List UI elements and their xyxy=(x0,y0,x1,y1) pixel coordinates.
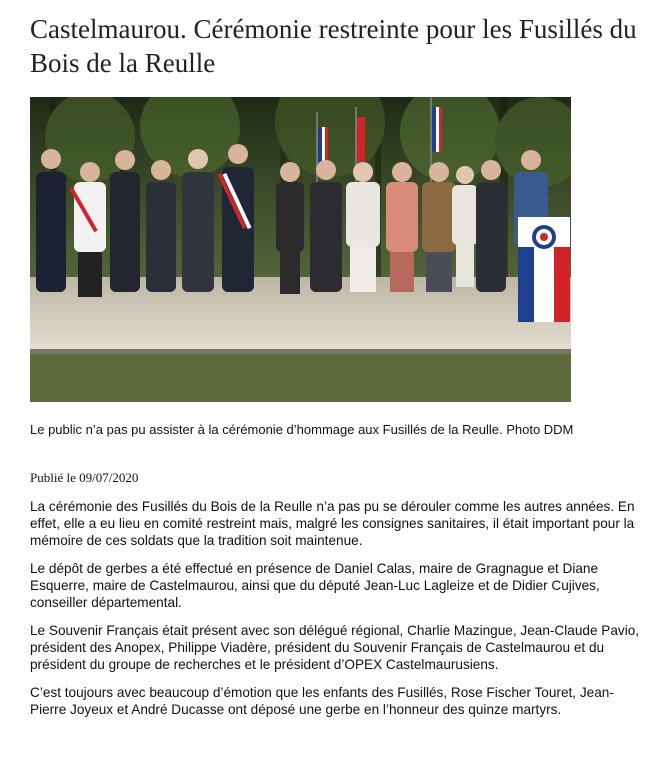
article-paragraph: Le Souvenir Français était présent avec son délégué régional, Charlie Mazingue, Jean-Claude Pavio, président des Anopex, Philippe Viadère, président du Souvenir Français de Castelmaurou et du président du groupe de recherches et le président d’OPEX Castelmaurusiens. xyxy=(30,623,640,672)
article-title: Castelmaurou. Cérémonie restreinte pour les Fusillés du Bois de la Reulle xyxy=(30,14,637,78)
photo-caption: Le public n’a pas pu assister à la cérémonie d’hommage aux Fusillés de la Reulle. Photo DDM xyxy=(30,422,574,437)
ceremony-photo xyxy=(30,97,571,402)
article-body xyxy=(30,498,648,729)
publication-date: Publié le 09/07/2020 xyxy=(30,470,139,485)
article-paragraph: La cérémonie des Fusillés du Bois de la Reulle n’a pas pu se dérouler comme les autres années. En effet, elle a eu lieu en comité restreint mais, malgré les consignes sanitaires, il était important pour la mémoire de ces soldats que la tradition soit maintenue. xyxy=(30,499,635,548)
article-paragraph: Le dépôt de gerbes a été effectué en présence de Daniel Calas, maire de Gragnague et Diane Esquerre, maire de Castelmaurou, ainsi que du député Jean-Luc Lagleize et de Didier Cujives, conseiller départemental. xyxy=(30,561,600,610)
article-paragraph: C’est toujours avec beaucoup d’émotion que les enfants des Fusillés, Rose Fischer Touret, Jean-Pierre Joyeux et André Ducasse ont déposé une gerbe en l’honneur des quinze martyrs. xyxy=(30,685,614,717)
ceremony-photo-illustration xyxy=(30,97,571,402)
